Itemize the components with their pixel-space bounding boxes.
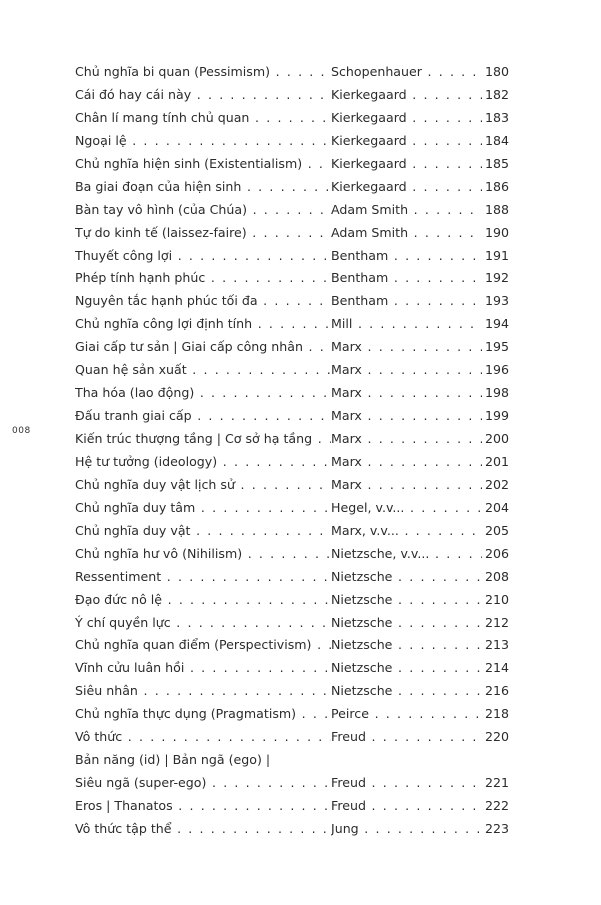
- toc-entry: [75, 61, 515, 84]
- toc-entry-topic: [75, 222, 331, 245]
- toc-entry-page: 202: [482, 474, 509, 497]
- toc-entry-topic: [75, 267, 331, 290]
- toc-entry-topic-text: Chủ nghĩa duy vật: [75, 522, 191, 538]
- toc-entry-topic: [75, 359, 331, 382]
- toc-entry-page: 208: [482, 566, 509, 589]
- toc-entry-topic-text: Kiến trúc thượng tầng | Cơ sở hạ tầng: [75, 431, 313, 446]
- toc-entry-topic-text: Đấu tranh giai cấp: [75, 408, 192, 424]
- toc-entry-author: Freud . . .: [331, 795, 483, 818]
- toc-entry-author: Nietzsche . . .: [331, 566, 483, 589]
- toc-entry-topic: [75, 130, 331, 153]
- toc-entry-author: Marx . . .: [331, 405, 483, 428]
- toc-entry-topic: [75, 107, 331, 130]
- toc-entry-topic-text: Chủ nghĩa thực dụng (Pragmatism): [75, 706, 297, 722]
- toc-entry-topic-text: Vô thức tập thể: [75, 820, 172, 836]
- toc-entry-topic-text: Ressentiment: [75, 568, 162, 584]
- toc-entry-page: 180: [482, 61, 509, 84]
- toc-entry-page: 214: [482, 657, 509, 680]
- toc-entry: [75, 543, 515, 566]
- toc-entry-topic-text: Chân lí mang tính chủ quan: [75, 109, 250, 125]
- toc-entry: [75, 772, 515, 795]
- toc-entry: [75, 222, 515, 245]
- toc-entry-topic: [75, 336, 331, 359]
- toc-entry-topic: [75, 566, 331, 589]
- toc-entry-topic: [75, 612, 331, 635]
- toc-entry-topic: [75, 657, 331, 680]
- toc-entry-topic: [75, 61, 331, 84]
- toc-entry-topic: [75, 428, 331, 451]
- toc-entry-page: 196: [482, 359, 509, 382]
- toc-entry-topic-text: Bàn tay vô hình (của Chúa): [75, 201, 247, 217]
- toc-entry-topic: [75, 543, 331, 566]
- toc-entry-page: 190: [482, 222, 509, 245]
- toc-entry-topic: [75, 313, 331, 336]
- toc-entry-author: Mill . . .: [331, 313, 483, 336]
- toc-entry-page: 200: [482, 428, 509, 451]
- toc-entry-author: Nietzsche, v.v... . . .: [331, 543, 483, 566]
- toc-entry-topic: [75, 680, 331, 703]
- toc-entry: [75, 336, 515, 359]
- toc-entry-page: 192: [482, 267, 509, 290]
- toc-entry-topic: [75, 153, 331, 176]
- toc-entry-topic: [75, 772, 331, 795]
- toc-entry: [75, 176, 515, 199]
- toc-entry-topic: [75, 795, 331, 818]
- toc-entry-author: Kierkegaard . . .: [331, 107, 483, 130]
- toc-entry-page: 206: [482, 543, 509, 566]
- toc-entry-topic: [75, 199, 331, 222]
- toc-entry-page: 201: [482, 451, 509, 474]
- toc-entry-page: 199: [482, 405, 509, 428]
- toc-entry-topic-text: Tự do kinh tế (laissez-faire): [75, 224, 247, 240]
- toc-entry-author: Kierkegaard . . .: [331, 176, 483, 199]
- toc-entry-topic-text: Đạo đức nô lệ: [75, 591, 163, 607]
- toc-entry-topic-text: Siêu ngã (super-ego): [75, 775, 207, 791]
- toc-entry-topic-text: Chủ nghĩa duy vật lịch sử: [75, 476, 235, 492]
- toc-entry-author: Marx . . .: [331, 336, 483, 359]
- toc-entry-author: Freud . . .: [331, 726, 483, 749]
- toc-entry-page: 184: [482, 130, 509, 153]
- toc-entry-topic-text: Phép tính hạnh phúc: [75, 270, 206, 286]
- toc-entry-page: 195: [482, 336, 509, 359]
- toc-entry-author: Marx . . .: [331, 474, 483, 497]
- toc-entry-page: 185: [482, 153, 509, 176]
- toc-entry-topic-text: Chủ nghĩa quan điểm (Perspectivism): [75, 637, 312, 653]
- toc-entry: [75, 726, 515, 749]
- toc-entry: [75, 612, 515, 635]
- toc-entry: [75, 634, 515, 657]
- toc-entry: [75, 474, 515, 497]
- toc-entry-page: 218: [482, 703, 509, 726]
- toc-entry-topic-text: Quan hệ sản xuất: [75, 362, 187, 378]
- toc-entry: [75, 818, 515, 841]
- toc-entry: [75, 589, 515, 612]
- toc-entry-page: 204: [482, 497, 509, 520]
- toc-entry: [75, 245, 515, 268]
- toc-entry-author: Nietzsche . . .: [331, 634, 483, 657]
- toc-entry-topic: [75, 382, 331, 405]
- toc-entry-topic: [75, 474, 331, 497]
- toc-entry-author: Nietzsche . . .: [331, 589, 483, 612]
- toc-entry: [75, 520, 515, 543]
- toc-entry-topic: [75, 589, 331, 612]
- toc-entry-topic: [75, 84, 331, 107]
- toc-entry: [75, 382, 515, 405]
- toc-entry-page: 222: [482, 795, 509, 818]
- toc-entry-topic-text: Ý chí quyền lực: [75, 614, 171, 630]
- toc-entry-page: 220: [482, 726, 509, 749]
- toc-entry: [75, 749, 515, 772]
- toc-entry-topic-text: Chủ nghĩa hiện sinh (Existentialism): [75, 155, 303, 171]
- toc-entry-author: Kierkegaard . . .: [331, 84, 483, 107]
- toc-entry: [75, 680, 515, 703]
- toc-entry-author: Peirce . . .: [331, 703, 483, 726]
- toc-entry-author: Kierkegaard . . .: [331, 130, 483, 153]
- toc-entry-topic-text: Vô thức: [75, 729, 123, 745]
- toc-entry-topic-text: Siêu nhân: [75, 683, 138, 699]
- toc-entry-page: 223: [482, 818, 509, 841]
- toc-entry-topic: [75, 520, 331, 543]
- toc-entry: [75, 657, 515, 680]
- toc-entry-topic: [75, 176, 331, 199]
- toc-entry-author: Bentham . . .: [331, 267, 483, 290]
- toc-entry-page: 182: [482, 84, 509, 107]
- toc-entry: [75, 428, 515, 451]
- toc-entry-topic: [75, 818, 331, 841]
- toc-entry: [75, 130, 515, 153]
- toc-entry-page: 213: [482, 634, 509, 657]
- toc-entry: [75, 566, 515, 589]
- toc-entry-topic-text: Giai cấp tư sản | Giai cấp công nhân: [75, 339, 303, 355]
- toc-entry-page: 212: [482, 612, 509, 635]
- toc-entry-author: Adam Smith . . .: [331, 222, 483, 245]
- toc-entry-author: Adam Smith . . .: [331, 199, 483, 222]
- toc-entry-page: 193: [482, 290, 509, 313]
- toc-entry-author: Marx . . .: [331, 428, 483, 451]
- toc-entry-author: Schopenhauer . . .: [331, 61, 483, 84]
- toc-entry-author: Marx . . .: [331, 382, 483, 405]
- toc-entry-topic-text: Chủ nghĩa hư vô (Nihilism): [75, 545, 243, 561]
- toc-entry-author: Freud . . .: [331, 772, 483, 795]
- toc-entry-author: Bentham . . .: [331, 290, 483, 313]
- toc-entry-page: 191: [482, 245, 509, 268]
- toc-entry-page: 188: [482, 199, 509, 222]
- toc-entry-topic: [75, 726, 331, 749]
- toc-entry-topic-text: Chủ nghĩa công lợi định tính: [75, 316, 253, 332]
- toc-entry-topic-text: Ngoại lệ: [75, 132, 127, 148]
- toc-entry-author: Jung . . .: [331, 818, 483, 841]
- toc-entry-page: 216: [482, 680, 509, 703]
- toc-entry-page: 210: [482, 589, 509, 612]
- toc-entry-page: 194: [482, 313, 509, 336]
- toc-entry-topic-text: Chủ nghĩa duy tâm: [75, 499, 196, 515]
- toc-entry: [75, 267, 515, 290]
- toc-entry-author: Marx, v.v... . . .: [331, 520, 483, 543]
- toc-entry: [75, 313, 515, 336]
- toc-entry-topic: [75, 749, 331, 772]
- toc-entry-author: Nietzsche . . .: [331, 657, 483, 680]
- toc-entry-topic-text: Ba giai đoạn của hiện sinh: [75, 178, 242, 194]
- toc-entry: [75, 153, 515, 176]
- toc-entry-topic-text: Vĩnh cửu luân hồi: [75, 660, 185, 676]
- toc-entry: [75, 107, 515, 130]
- toc-entry-page: 183: [482, 107, 509, 130]
- toc-entry-author: Nietzsche . . .: [331, 680, 483, 703]
- toc-entry-author: Bentham . . .: [331, 245, 483, 268]
- toc-entry-author: Nietzsche . . .: [331, 612, 483, 635]
- toc-entry-topic-text: Bản năng (id) | Bản ngã (ego) |: [75, 752, 271, 768]
- toc-entry-author: Kierkegaard . . .: [331, 153, 483, 176]
- toc-entry: [75, 795, 515, 818]
- toc-entry-author: Marx . . .: [331, 359, 483, 382]
- toc-entry-topic-text: Eros | Thanatos: [75, 798, 173, 813]
- toc-entry: [75, 84, 515, 107]
- toc-entry: [75, 497, 515, 520]
- toc-entry-topic: [75, 451, 331, 474]
- toc-entry-topic-text: Hệ tư tưởng (ideology): [75, 453, 218, 469]
- toc-entry-page: 186: [482, 176, 509, 199]
- toc-entry-topic-text: Chủ nghĩa bi quan (Pessimism): [75, 64, 271, 79]
- toc-entry-topic: [75, 405, 331, 428]
- toc-entry-author: Marx . . .: [331, 451, 483, 474]
- page-number: 008: [12, 426, 31, 436]
- toc-entry-topic-text: Thuyết công lợi: [75, 247, 173, 263]
- toc-entry-topic-text: Nguyên tắc hạnh phúc tối đa: [75, 293, 258, 309]
- toc-entry-topic-text: Cái đó hay cái này: [75, 86, 192, 102]
- toc-entry: [75, 290, 515, 313]
- toc-entry: [75, 199, 515, 222]
- toc-entry-page: 205: [482, 520, 509, 543]
- toc-entry-topic: [75, 245, 331, 268]
- table-of-contents: [75, 61, 515, 841]
- toc-entry: [75, 359, 515, 382]
- toc-entry-topic-text: Tha hóa (lao động): [75, 385, 195, 401]
- toc-entry-author: Hegel, v.v... . . .: [331, 497, 483, 520]
- toc-entry: [75, 451, 515, 474]
- toc-entry-topic: [75, 290, 331, 313]
- toc-entry: [75, 703, 515, 726]
- toc-entry-topic: [75, 634, 331, 657]
- toc-entry-topic: [75, 703, 331, 726]
- toc-entry-topic: [75, 497, 331, 520]
- toc-entry-page: 198: [482, 382, 509, 405]
- toc-entry: [75, 405, 515, 428]
- toc-entry-page: 221: [482, 772, 509, 795]
